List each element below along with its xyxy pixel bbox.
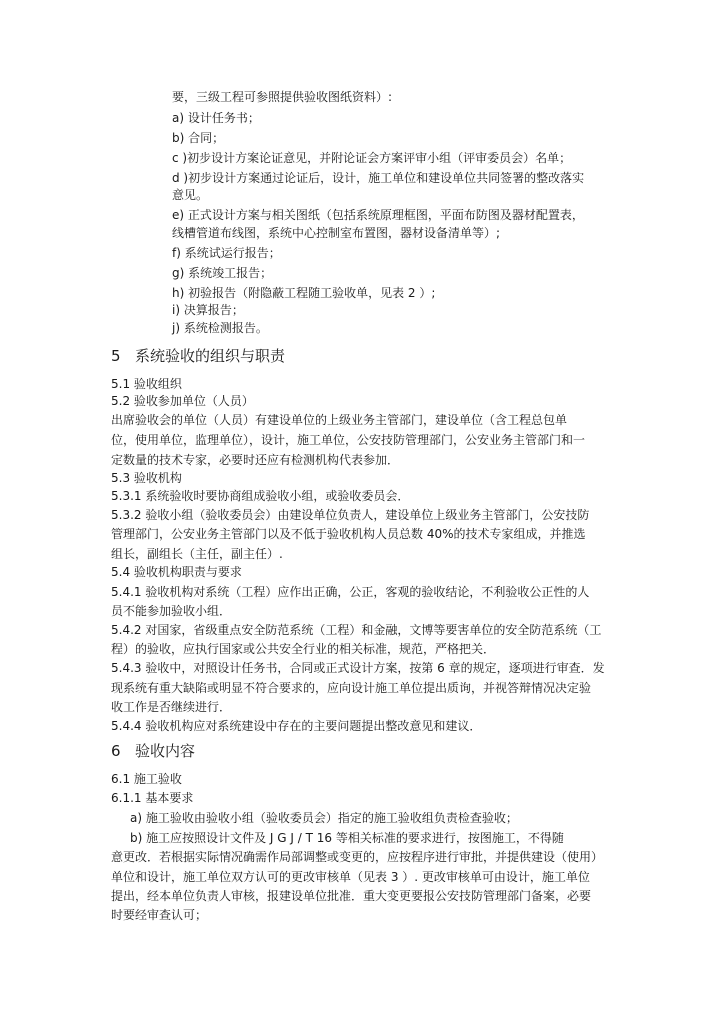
top-list-intro: 要，三级工程可参照提供验收图纸资料）: (172, 90, 393, 104)
section-title: 系统验收的组织与职责 (135, 347, 286, 365)
list-item: h) 初验报告（附隐蔽工程随工验收单，见表 2 ）; (172, 286, 436, 300)
list-item: a) 设计任务书； (172, 111, 260, 125)
text-line: 管理部门，公安业务主管部门以及不低于验收机构人员总数 40%的技术专家组成，并推选 (111, 527, 586, 541)
text-line: 员不能参加验收小组． (111, 604, 232, 618)
section-heading-6 (111, 741, 195, 761)
list-item: g) 系统竣工报告； (172, 266, 273, 280)
text-line: 5.1 验收组织 (111, 377, 182, 391)
text-line: 5.4.4 验收机构应对系统建设中存在的主要问题提出整改意见和建议． (111, 719, 482, 733)
text-line: 6.1 施工验收 (111, 772, 182, 786)
text-line: 5.4 验收机构职责与要求 (111, 565, 242, 579)
text-line: 收工作是否继续进行． (111, 700, 232, 714)
text-line: 定数量的技术专家，必要时还应有检测机构代表参加． (111, 453, 400, 467)
section-title: 验收内容 (135, 742, 196, 760)
text-line: 位，使用单位，监理单位），设计，施工单位，公安技防管理部门，公安业务主管部门和一 (111, 433, 586, 447)
text-line: 程）的验收，应执行国家或公共安全行业的相关标准，规范，严格把关． (111, 642, 496, 656)
text-line: 5.4.3 验收中，对照设计任务书，合同或正式设计方案，按第 6 章的规定，逐项进行审查．发 (111, 661, 605, 675)
list-item: c )初步设计方案论证意见，并附论证会方案评审小组（评审委员会）名单； (172, 151, 572, 165)
list-item: a) 施工验收由验收小组（验收委员会）指定的施工验收组负责检查验收； (130, 811, 518, 825)
list-item: f) 系统试运行报告； (172, 246, 281, 260)
list-item: j) 系统检测报告。 (172, 321, 268, 335)
text-line: 5.4.1 验收机构对系统（工程）应作出正确，公正，客观的验收结论，不利验收公正性的人 (111, 585, 590, 599)
text-line: 出席验收会的单位（人员）有建设单位的上级业务主管部门，建设单位（含工程总包单 (111, 413, 568, 427)
text-line: 6.1.1 基本要求 (111, 791, 194, 805)
text-line: 提出，经本单位负责人审核，报建设单位批准．重大变更要报公安技防管理部门备案，必要 (111, 889, 592, 903)
list-item: e) 正式设计方案与相关图纸（包括系统原理框图，平面布防图及器材配置表， (172, 208, 584, 222)
text-line: 5.3 验收机构 (111, 471, 182, 485)
text-line: 5.2 验收参加单位（人员） (111, 394, 254, 408)
text-line: 5.3.1 系统验收时要协商组成验收小组，或验收委员会． (111, 489, 410, 503)
text-line: 5.3.2 验收小组（验收委员会）由建设单位负责人，建设单位上级业务主管部门，公安技防 (111, 508, 590, 522)
list-item: 意见。 (172, 188, 209, 202)
list-item: b) 施工应按照设计文件及 J G J / T 16 等相关标准的要求进行，按图施工，不得随 (130, 831, 564, 845)
list-item: 线槽管道布线图，系统中心控制室布置图，器材设备清单等）; (172, 226, 501, 240)
section-number: 6 (111, 742, 121, 760)
text-line: 时要经审查认可； (111, 908, 208, 922)
section-number: 5 (111, 347, 121, 365)
text-line: 组长，副组长（主任，副主任）. (111, 547, 283, 561)
text-line: 现系统有重大缺陷或明显不符合要求的，应向设计施工单位提出质询，并视答辩情况决定验 (111, 681, 592, 695)
text-line: 单位和设计，施工单位双方认可的更改审核单（见表 3 ）. 更改审核单可由设计，施工单位 (111, 870, 590, 884)
list-item: b) 合同； (172, 131, 225, 145)
list-item: d )初步设计方案通过论证后，设计，施工单位和建设单位共同签署的整改落实 (172, 171, 585, 185)
text-line: 5.4.2 对国家，省级重点安全防范系统（工程）和金融，文博等要害单位的安全防范系统（工 (111, 623, 602, 637)
text-line: 意更改．若根据实际情况确需作局部调整或变更的，应按程序进行审批，并提供建设（使用） (111, 850, 604, 864)
list-item: i) 决算报告； (172, 303, 244, 317)
section-heading-5 (111, 346, 285, 366)
